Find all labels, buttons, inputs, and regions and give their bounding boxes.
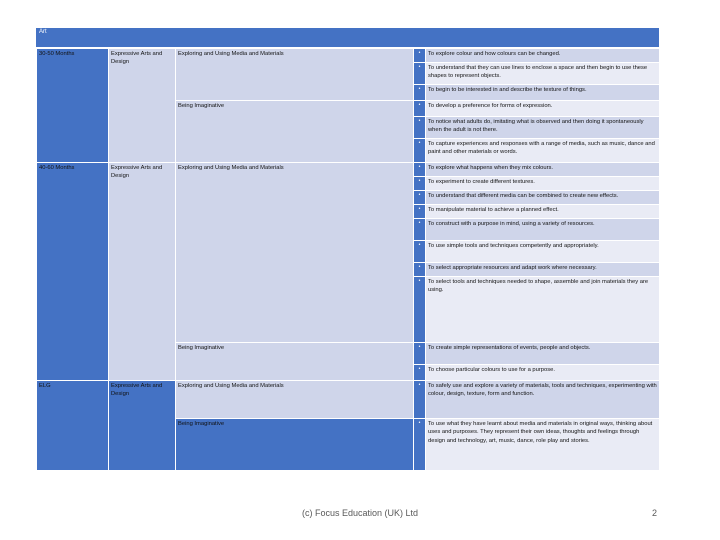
age-band-cell: 40-60 Months bbox=[37, 163, 109, 381]
bullet-cell: • bbox=[414, 139, 426, 163]
page-number: 2 bbox=[652, 508, 658, 518]
bullet-cell: • bbox=[414, 117, 426, 139]
aspect-cell: Being Imaginative bbox=[176, 101, 414, 163]
bullet-cell: • bbox=[414, 263, 426, 277]
table-title: Art bbox=[36, 28, 659, 47]
statement-cell: To choose particular colours to use for a purpose. bbox=[426, 365, 660, 381]
bullet-cell: • bbox=[414, 343, 426, 365]
statement-cell: To develop a preference for forms of expression. bbox=[426, 101, 660, 117]
area-cell: Expressive Arts and Design bbox=[109, 381, 176, 471]
footer-copyright: (c) Focus Education (UK) Ltd bbox=[301, 508, 419, 518]
age-band-cell: ELG bbox=[37, 381, 109, 471]
statement-cell: To explore colour and how colours can be changed. bbox=[426, 49, 660, 63]
bullet-cell: • bbox=[414, 277, 426, 343]
statement-cell: To safely use and explore a variety of materials, tools and techniques, experimenting with colour, design, texture, form and function. bbox=[426, 381, 660, 419]
statement-cell: To select appropriate resources and adapt work where necessary. bbox=[426, 263, 660, 277]
statement-cell: To begin to be interested in and describe the texture of things. bbox=[426, 85, 660, 101]
bullet-cell: • bbox=[414, 63, 426, 85]
bullet-cell: • bbox=[414, 49, 426, 63]
aspect-cell: Being Imaginative bbox=[176, 419, 414, 471]
bullet-cell: • bbox=[414, 101, 426, 117]
statement-cell: To understand that they can use lines to enclose a space and then begin to use these shapes to represent objects. bbox=[426, 63, 660, 85]
bullet-cell: • bbox=[414, 205, 426, 219]
bullet-cell: • bbox=[414, 241, 426, 263]
statement-cell: To explore what happens when they mix colours. bbox=[426, 163, 660, 177]
statement-cell: To notice what adults do, imitating what is observed and then doing it spontaneously when the adult is not there. bbox=[426, 117, 660, 139]
bullet-cell: • bbox=[414, 381, 426, 419]
statement-cell: To use what they have learnt about media and materials in original ways, thinking about uses and purposes. They represent their own ideas, thoughts and feelings through design and technology, art, music, dance, role play and stories. bbox=[426, 419, 660, 471]
aspect-cell: Exploring and Using Media and Materials bbox=[176, 381, 414, 419]
bullet-cell: • bbox=[414, 219, 426, 241]
statement-cell: To construct with a purpose in mind, using a variety of resources. bbox=[426, 219, 660, 241]
bullet-cell: • bbox=[414, 419, 426, 471]
aspect-cell: Being Imaginative bbox=[176, 343, 414, 381]
bullet-cell: • bbox=[414, 177, 426, 191]
area-cell: Expressive Arts and Design bbox=[109, 163, 176, 381]
statement-cell: To experiment to create different textures. bbox=[426, 177, 660, 191]
bullet-cell: • bbox=[414, 85, 426, 101]
bullet-cell: • bbox=[414, 163, 426, 177]
age-band-cell: 30-50 Months bbox=[37, 49, 109, 163]
statement-cell: To capture experiences and responses with a range of media, such as music, dance and paint and other materials or words. bbox=[426, 139, 660, 163]
curriculum-table bbox=[36, 48, 660, 471]
statement-cell: To use simple tools and techniques competently and appropriately. bbox=[426, 241, 660, 263]
area-cell: Expressive Arts and Design bbox=[109, 49, 176, 163]
statement-cell: To select tools and techniques needed to shape, assemble and join materials they are using. bbox=[426, 277, 660, 343]
bullet-cell: • bbox=[414, 191, 426, 205]
aspect-cell: Exploring and Using Media and Materials bbox=[176, 163, 414, 343]
statement-cell: To manipulate material to achieve a planned effect. bbox=[426, 205, 660, 219]
statement-cell: To understand that different media can be combined to create new effects. bbox=[426, 191, 660, 205]
aspect-cell: Exploring and Using Media and Materials bbox=[176, 49, 414, 101]
statement-cell: To create simple representations of events, people and objects. bbox=[426, 343, 660, 365]
bullet-cell: • bbox=[414, 365, 426, 381]
